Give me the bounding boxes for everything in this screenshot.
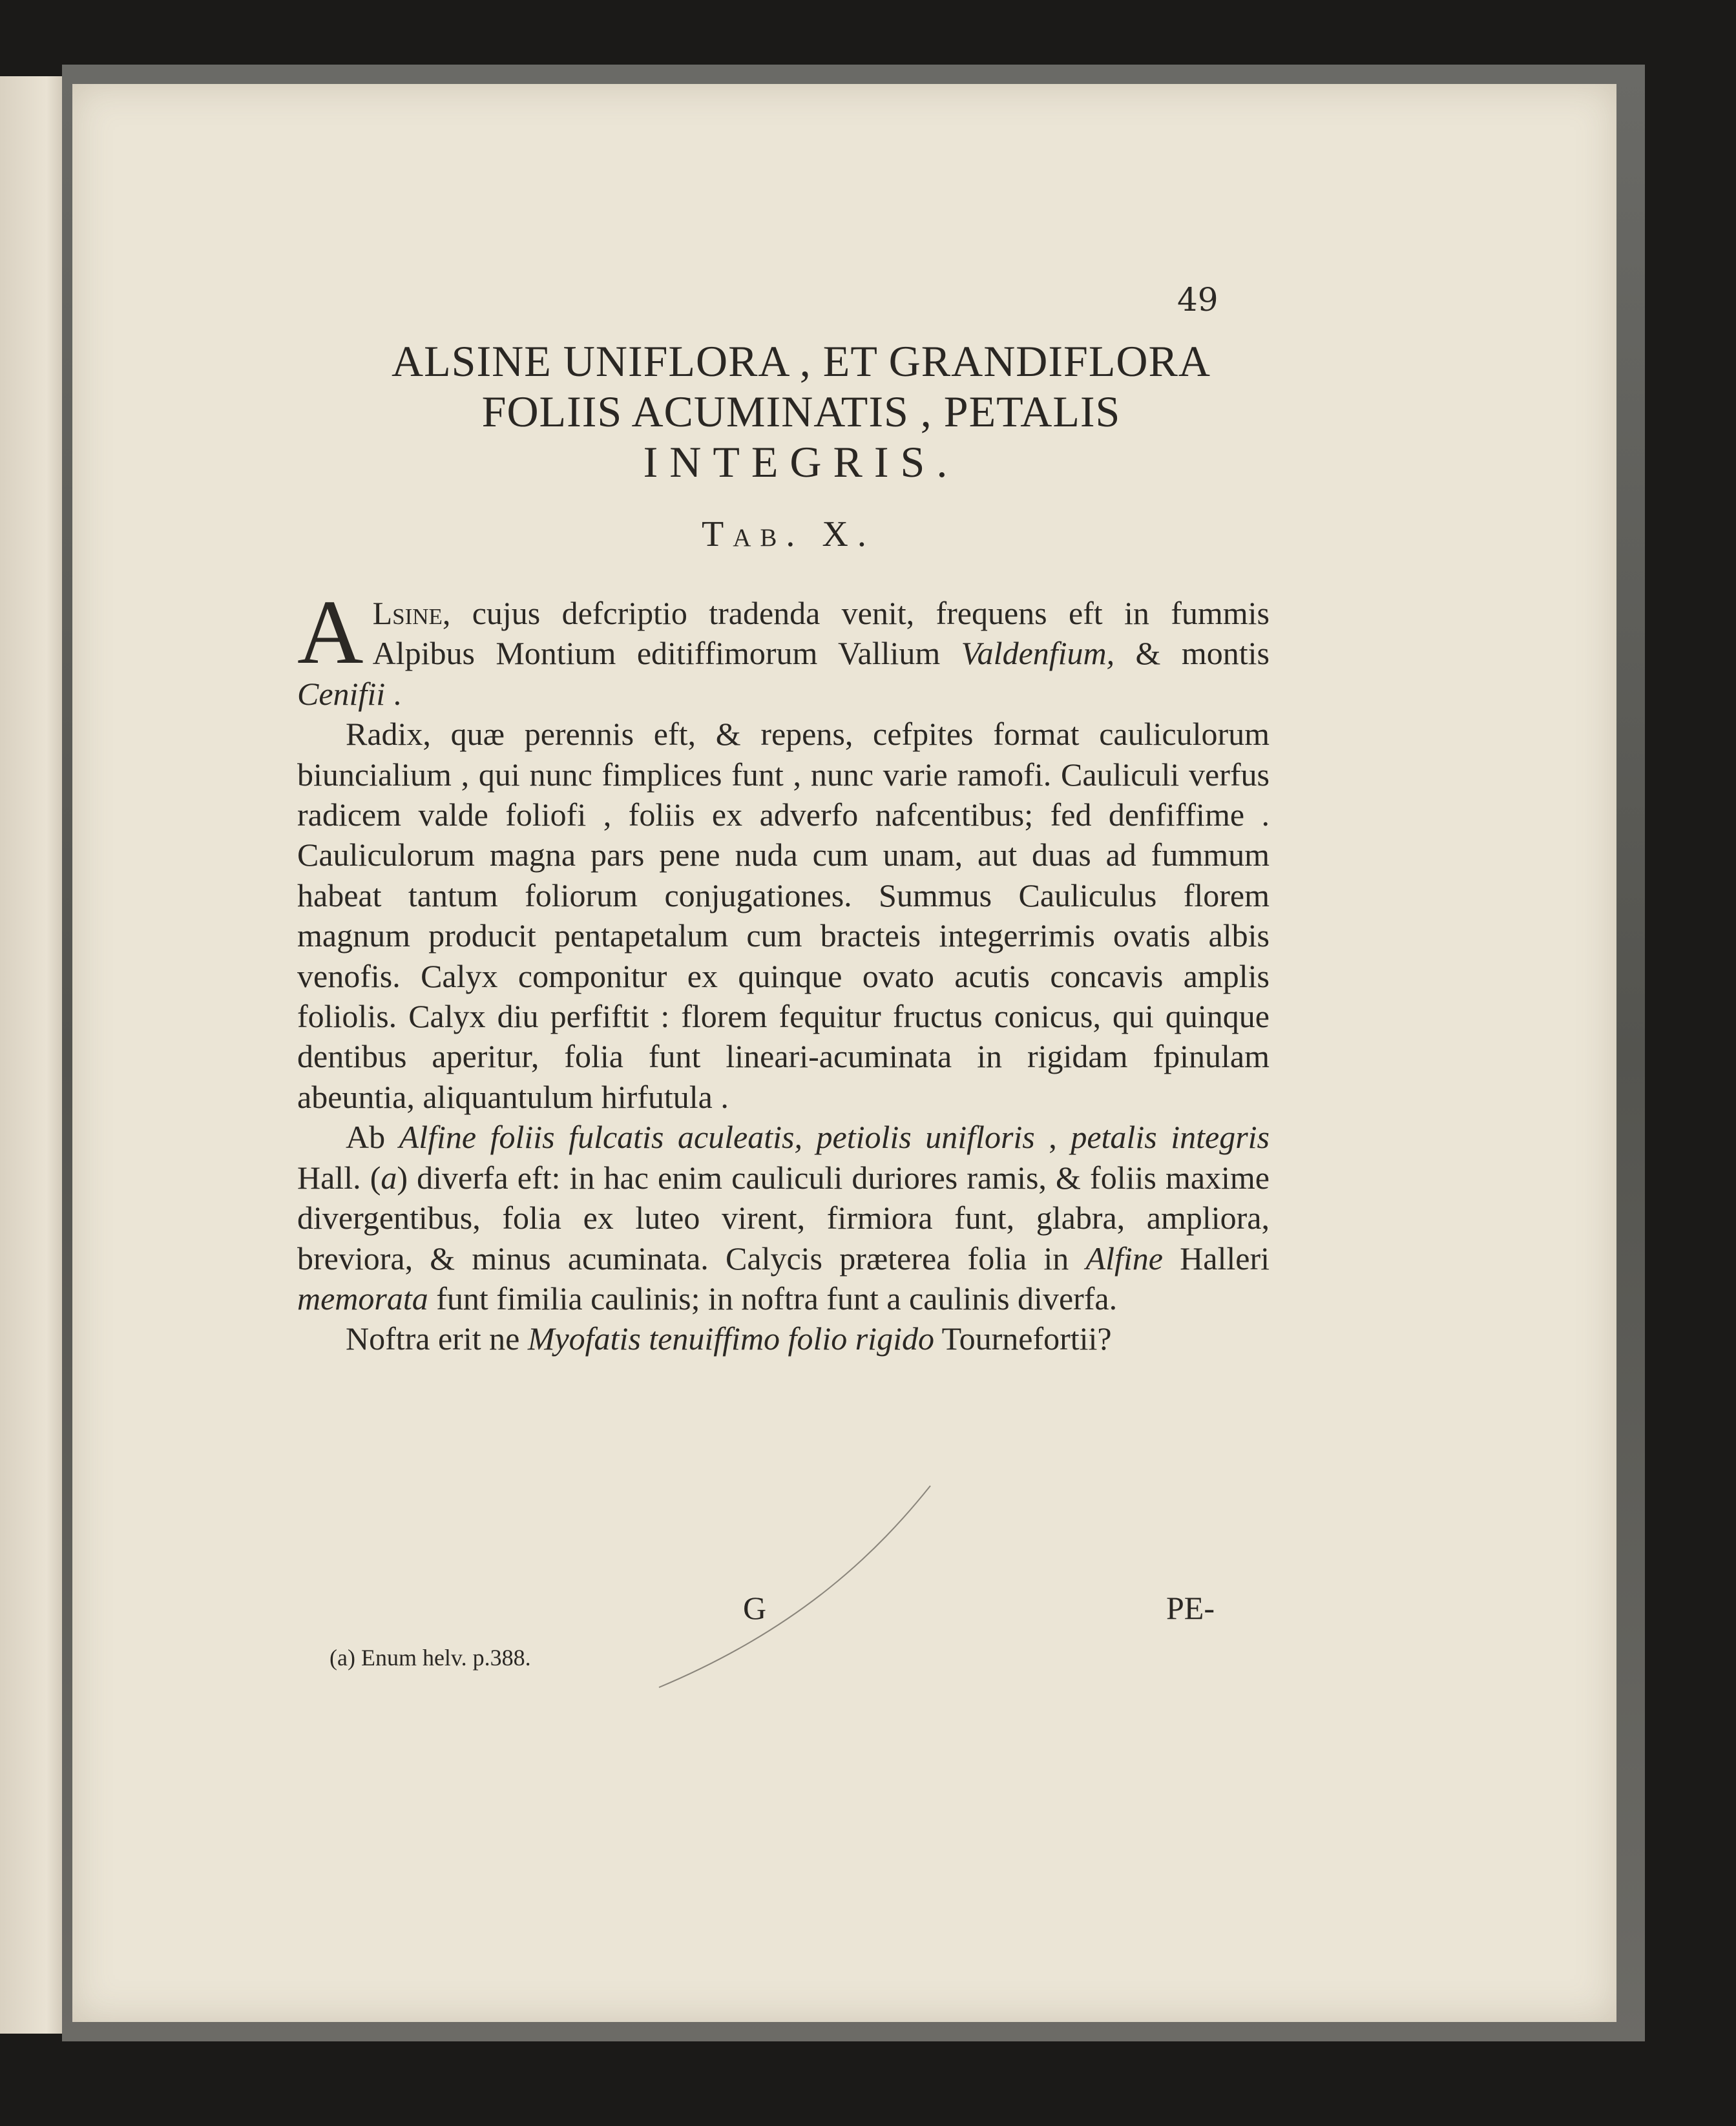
- paragraph-3-text-1: Ab: [346, 1119, 399, 1156]
- italic-alsine: Alfine: [1085, 1240, 1163, 1277]
- paragraph-4-text-1: Noftra erit ne: [346, 1320, 528, 1357]
- tab-heading: Tab. X.: [702, 514, 875, 554]
- drop-cap: A: [297, 581, 364, 683]
- paragraph-2: Radix, quæ perennis eft, & repens, cefpites format cauliculorum biuncialium , qui nunc fimplices funt , nunc varie ramofi. Cauliculi verfus radicem valde foliofi , foliis ex adverfo nafcentibus; fed denfiffime . Cauliculorum magna pars pene nuda cum unam, aut duas ad fummum habeat tantum foliorum conjugationes. Summus Cauliculus florem magnum producit pentapetalum cum bracteis integerrimis ovatis albis venofis. Calyx componitur ex quinque ovato acutis concavis amplis foliolis. Calyx diu perfiftit : florem fequitur fructus conicus, qui quinque dentibus aperitur, folia funt lineari-acuminata in rigidam fpinulam abeuntia, aliquantulum hirfutula .: [297, 716, 1270, 1115]
- title-line-1: ALSINE UNIFLORA , ET GRANDIFLORA: [392, 337, 1211, 386]
- paragraph-3-text-6: funt fimilia caulinis; in noftra funt a caulinis diverfa.: [428, 1280, 1118, 1317]
- footnote: (a) Enum helv. p.388.: [329, 1645, 531, 1671]
- paragraph-1-text-3: .: [385, 675, 402, 712]
- catchword: PE-: [1166, 1590, 1215, 1626]
- paragraph-3-text-2: ,: [1034, 1119, 1071, 1156]
- paragraph-3-text-5: Halleri: [1162, 1240, 1270, 1277]
- italic-valdensium: Valdenfium,: [961, 635, 1115, 672]
- paragraph-4-text-2: Tournefortii?: [934, 1320, 1112, 1357]
- paragraph-1-text-2: & montis: [1114, 635, 1270, 672]
- italic-petalis: petalis integris: [1071, 1119, 1270, 1156]
- italic-alsine-name: Alfine foliis fulcatis aculeatis, petiolis unifloris: [399, 1119, 1035, 1156]
- italic-myosatis: Myofatis tenuiffimo folio rigido: [527, 1320, 934, 1357]
- italic-cenisii: Cenifii: [297, 675, 386, 712]
- page-number: 49: [1177, 281, 1218, 318]
- italic-memorata: memorata: [297, 1280, 428, 1317]
- opening-word: Lsine,: [372, 595, 451, 631]
- paragraph-3-text-3: Hall. (: [297, 1159, 381, 1196]
- paragraph-3-text-4: ) diverfa eft: in hac enim cauliculi duriores ramis, & foliis maxime divergentibus, folia ex luteo virent, firmiora funt, glabra, ampliora, breviora, & minus acuminata. Calycis præterea folia in: [297, 1159, 1270, 1277]
- title-line-3: INTEGRIS.: [643, 437, 959, 486]
- footnote-ref: a: [381, 1159, 397, 1196]
- title-line-2: FOLIIS ACUMINATIS , PETALIS: [481, 387, 1121, 436]
- paragraph-1-text: cujus defcriptio tradenda venit, frequens eft in fummis Alpibus Montium editiffimorum Vallium: [372, 595, 1270, 672]
- signature-mark: G: [743, 1590, 767, 1626]
